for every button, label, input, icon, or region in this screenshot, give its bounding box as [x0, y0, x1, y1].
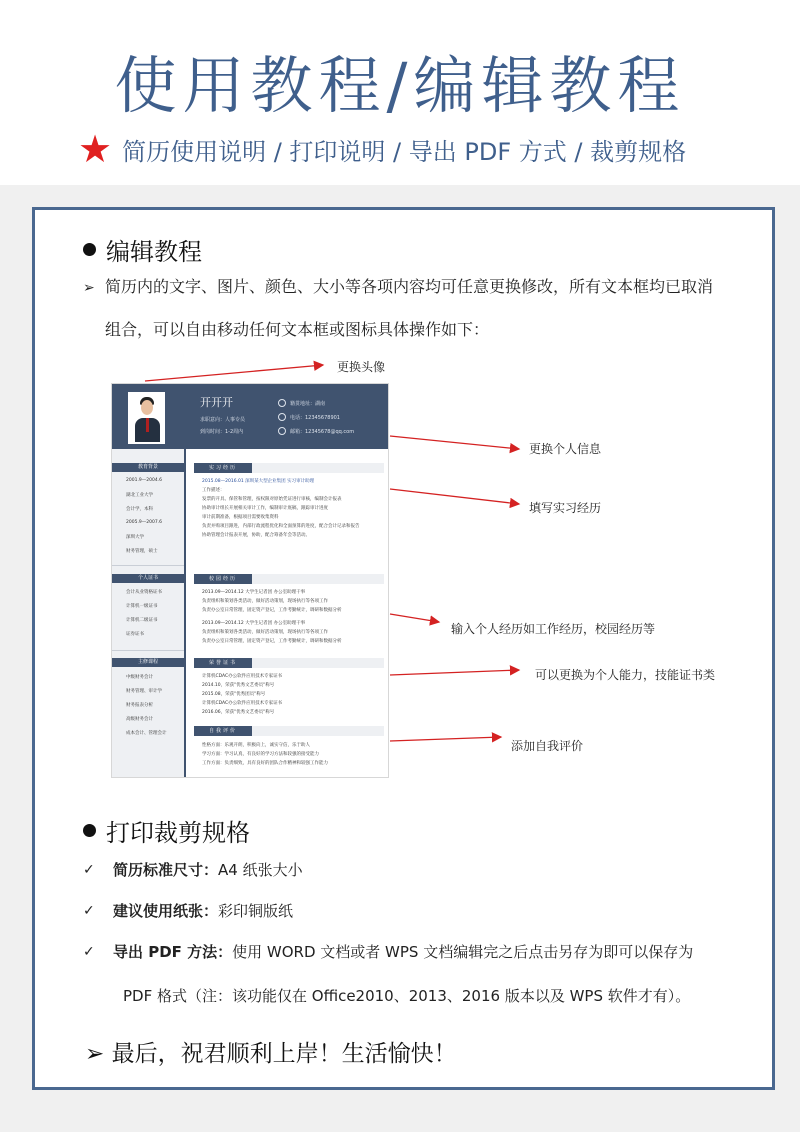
resume-tag-education: 教育背景: [112, 463, 184, 472]
annotation-avatar: 更换头像: [337, 360, 386, 374]
resume-line: 负责并购项目跟进，内部行政流程优化和全面预算的进度，配合会计记录和报告: [202, 524, 360, 529]
resume-line: 学习方面：学习认真，有良好的学习方法和较强的接受能力: [202, 752, 319, 757]
resume-side-item: 会计从业资格证书: [126, 590, 162, 595]
resume-side-item: 证券证书: [126, 632, 144, 637]
resume-line: 工作方面：负责细致，具有良好的团队合作精神和较强工作能力: [202, 761, 328, 766]
print-item-pdf: ✓ 导出 PDF 方法： 使用 WORD 文档或者 WPS 文档编辑完之后点击另存为即可以保存为: [83, 943, 694, 961]
star-icon: ★: [78, 127, 113, 171]
resume-contact-phone: 电话：12345678901: [278, 413, 340, 421]
resume-line: 性格方面：乐观开朗，积极向上，诚实守信，乐于助人: [202, 743, 310, 748]
resume-side-item: 计算机二级证书: [126, 618, 158, 623]
resume-line: 2016.06，荣获"优秀文艺委员"称号: [202, 710, 275, 715]
resume-contact-email: 邮箱：12345678@qq.com: [278, 427, 354, 435]
resume-sidebar: [112, 449, 184, 778]
resume-line: 审计前期准备，根据项目需要收集资料: [202, 515, 279, 520]
resume-side-item: 计算机一级证书: [126, 604, 158, 609]
annotation-personal-info: 更换个人信息: [529, 442, 602, 456]
edit-heading-text: 编辑教程: [106, 238, 202, 266]
resume-side-item: 湖北工业大学: [126, 493, 153, 498]
annotation-skills: 可以更换为个人能力，技能证书类: [535, 668, 716, 682]
resume-line: 2015.08—2016.01 深圳某大型企业集团 实习审计助理: [202, 479, 315, 484]
check-icon: ✓: [83, 943, 95, 960]
arrow-skills: [390, 670, 519, 675]
resume-side-item: 中级财务会计: [126, 675, 153, 680]
email-icon: [278, 427, 286, 435]
resume-side-item: 深圳大学: [126, 535, 144, 540]
resume-preview: [111, 383, 389, 778]
title-banner: [0, 0, 800, 185]
arrow-internship: [390, 489, 519, 504]
resume-intention: 求职意向：人事专员: [200, 417, 246, 423]
resume-line: 负责办公室日常管理，固定资产登记，工作考勤统计，调研和数据分析: [202, 639, 342, 644]
resume-section-internship: 实习经历: [194, 463, 384, 473]
resume-line: 2013.09—2014.12 大学生记者团 办公室助理干事: [202, 590, 306, 595]
check-icon: ✓: [83, 861, 95, 878]
bullet-dot-icon: [83, 243, 96, 256]
resume-section-campus: 校园经历: [194, 574, 384, 584]
resume-header: [112, 384, 389, 449]
resume-name: 开开开: [200, 396, 233, 409]
resume-side-item: 财务报表分析: [126, 703, 153, 708]
print-item-size: ✓ 简历标准尺寸： A4 纸张大小: [83, 861, 303, 879]
print-heading: [83, 813, 250, 848]
resume-tag-courses: 主修课程: [112, 658, 184, 667]
resume-arrival: 到岗时间：1-2周内: [200, 429, 244, 435]
annotation-self-eval: 添加自我评价: [511, 739, 584, 753]
resume-line: 协助管理会计报表开展，协助，配合筹备年会等活动。: [202, 533, 310, 538]
annotation-experience: 输入个人经历如工作经历，校园经历等: [451, 622, 656, 636]
print-pdf-note: PDF 格式（注：该功能仅在 Office2010、2013、2016 版本以及 WPS 软件才有）。: [123, 987, 691, 1005]
resume-side-item: 高级财务会计: [126, 717, 153, 722]
resume-avatar: [128, 392, 165, 444]
resume-line: 计算机CDAC办公软件应用技术专家证书: [202, 674, 283, 679]
resume-line: 负责组织和策划各类活动，做好活动策划，现场执行等各项工作: [202, 599, 328, 604]
resume-section-honors: 荣誉证书: [194, 658, 384, 668]
edit-desc-line1: 简历内的文字、图片、颜色、大小等各项内容均可任意更换修改，所有文本框均已取消: [105, 277, 714, 296]
resume-side-item: 会计学，本科: [126, 507, 153, 512]
check-icon: ✓: [83, 902, 95, 919]
resume-side-item: 财务管理、审计学: [126, 689, 162, 694]
resume-tag-certificates: 个人证书: [112, 574, 184, 583]
edit-desc-line2: 组合，可以自由移动任何文本框或图标具体操作如下：: [105, 320, 490, 339]
bullet-dot-icon: [83, 824, 96, 837]
resume-side-item: 财务管理，硕士: [126, 549, 158, 554]
edit-heading: [83, 232, 202, 267]
resume-line: 发票的开具、保管和管理，按权限对原始凭证进行审核，编制会计报表: [202, 497, 342, 502]
resume-side-item: 成本会计、管理会计: [126, 731, 167, 736]
page-title: 使用教程/编辑教程: [114, 49, 686, 122]
resume-line: 协助审计组长开展相关审计工作，编制审计底稿，跟踪审计进度: [202, 506, 328, 511]
resume-side-item: 2005.9—2007.6: [126, 520, 162, 525]
location-icon: [278, 399, 286, 407]
arrow-bullet-icon: ➢: [85, 1041, 105, 1067]
resume-line: 2014.10，荣获"优秀文艺委员"称号: [202, 683, 275, 688]
arrow-personal-info: [390, 436, 519, 449]
phone-icon: [278, 413, 286, 421]
resume-contact-address: 籍贯地址：湖南: [278, 399, 325, 407]
subtitle-row: [78, 127, 687, 171]
print-heading-text: 打印裁剪规格: [106, 819, 250, 847]
content-frame: [32, 207, 775, 1090]
arrow-self-eval: [390, 737, 501, 741]
arrow-experience: [390, 614, 439, 622]
resume-line: 计算机CDAC办公软件应用技术专家证书: [202, 701, 283, 706]
arrow-bullet-icon: ➢: [83, 280, 95, 296]
resume-line: 工作描述：: [202, 488, 225, 493]
resume-section-self-eval: 自我评价: [194, 726, 384, 736]
annotation-internship: 填写实习经历: [529, 501, 602, 515]
closing-text: 最后，祝君顺利上岸！生活愉快！: [111, 1041, 457, 1067]
print-item-paper: ✓ 建议使用纸张： 彩印铜版纸: [83, 902, 294, 920]
resume-divider: [184, 449, 186, 778]
arrow-avatar: [145, 365, 323, 381]
resume-line: 2013.09—2014.12 大学生记者团 办公室助理干事: [202, 621, 306, 626]
edit-description: [83, 269, 743, 348]
closing-message: [85, 1035, 457, 1068]
resume-line: 负责组织和策划各类活动，做好活动策划，现场执行等各项工作: [202, 630, 328, 635]
resume-line: 2015.08，荣获"优秀团员"称号: [202, 692, 266, 697]
resume-side-item: 2001.9—2004.6: [126, 478, 162, 483]
resume-line: 负责办公室日常管理，固定资产登记，工作考勤统计，调研和数据分析: [202, 608, 342, 613]
subtitle-text: 简历使用说明 / 打印说明 / 导出 PDF 方式 / 裁剪规格: [122, 137, 687, 166]
